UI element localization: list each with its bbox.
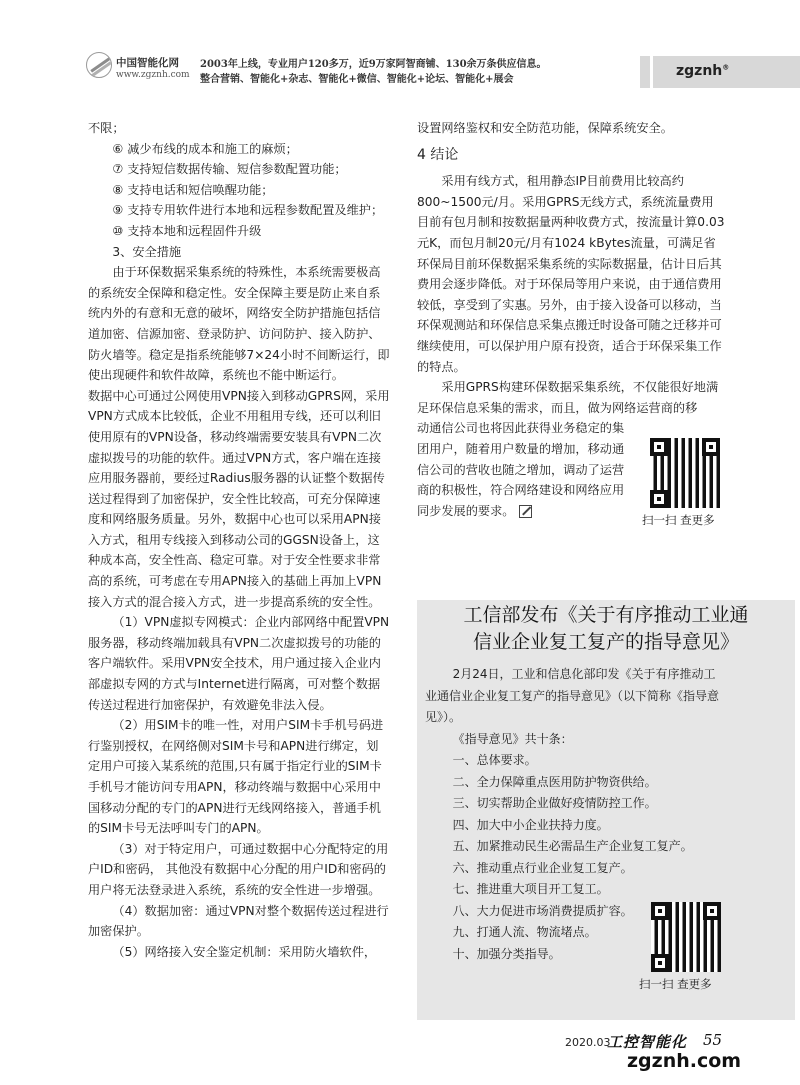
paragraph: （5）网络接入安全鉴定机制：采用防火墙软件， bbox=[112, 944, 377, 959]
registered-mark: ® bbox=[722, 63, 730, 72]
qr-finder bbox=[650, 438, 668, 456]
header-tagline-2: 整合营销、智能化+杂志、智能化+微信、智能化+论坛、智能化+展会 bbox=[200, 74, 514, 85]
section-heading: 4 结论 bbox=[417, 146, 459, 163]
left-column bbox=[88, 118, 390, 962]
news-box bbox=[417, 600, 795, 1020]
news-list-item: 五、加紧推动民生必需品生产企业复工复产。 bbox=[452, 839, 693, 853]
news-list-item: 八、大力促进市场消费提质扩容。 bbox=[452, 903, 633, 918]
list-item: ⑧ 支持电话和短信唤醒功能； bbox=[112, 182, 274, 197]
header-tab bbox=[640, 56, 800, 88]
paragraph: 数据中心可通过公网使用VPN接入到移动GPRS网，采用VPN方式成本比较低，企业不用租用专线，还可以利旧使用原有的VPN设备，移动终端需要安装具有VPN二次虚拟拨号的功能的软件。通过VPN方式，客户端在连接应用服务器前，要经过Radius服务器的认证整个数据传送过程得到了加密保护，安全性比较高，可充分保障速度和网络服务质量。另外，数据中心也可以采用APN接入方式，租用专线接入到移动公司的GGSN设备上，这种成本高，安全性高、稳定可靠。对于安全性要求非常高的系统，可考虑在专用APN接入的基础上再加上VPN接入方式的混合接入方式，进一步提高系统的安全性。 bbox=[88, 388, 390, 609]
list-item: ⑨ 支持专用软件进行本地和远程参数配置及维护； bbox=[112, 203, 384, 218]
qr-code-icon bbox=[650, 438, 720, 508]
qr-finder bbox=[702, 438, 720, 456]
header-tab-label: zgznh® bbox=[676, 63, 730, 79]
page-number: 55 bbox=[703, 1031, 723, 1049]
qr-finder bbox=[651, 902, 669, 920]
paragraph: 采用GPRS构建环保数据采集系统，不仅能很好地满足环保信息采集的需求，而且，做为网络运营商的移 bbox=[417, 380, 719, 415]
news-list-item: 二、全力保障重点医用防护物资供给。 bbox=[452, 774, 657, 789]
list-item: ⑦ 支持短信数据传输、短信参数配置功能； bbox=[112, 162, 347, 177]
paragraph-carry: 设置网络鉴权和安全防范功能，保障系统安全。 bbox=[417, 121, 673, 135]
news-list-item: 六、推动重点行业企业复工复产。 bbox=[452, 860, 633, 875]
paragraph: （4）数据加密：通过VPN对整个数据传送过程进行加密保护。 bbox=[88, 903, 389, 939]
paragraph-narrow-text: 动通信公司也将因此获得业务稳定的集团用户，随着用户数量的增加，移动通信公司的营收也随之增加，调动了运营商的积极性，符合网络建设和网络应用同步发展的要求。 bbox=[417, 421, 625, 518]
news-title-line: 工信部发布《关于有序推动工业通 bbox=[463, 604, 749, 626]
qr-finder bbox=[703, 902, 721, 920]
site-logo-icon bbox=[86, 52, 112, 78]
news-list-item: 七、推进重大项目开工复工。 bbox=[452, 882, 609, 896]
news-list-item: 三、切实帮助企业做好疫情防控工作。 bbox=[452, 796, 657, 810]
qr-finder bbox=[651, 954, 669, 972]
list-item: ⑥ 减少布线的成本和施工的麻烦； bbox=[112, 141, 298, 156]
watermark: zgznh.com bbox=[627, 1050, 742, 1072]
header-tagline-1: 2003年上线，专业用户120多万，近9万家阿智商铺、130余万条供应信息。 bbox=[200, 59, 547, 70]
qr-finder bbox=[650, 490, 668, 508]
news-title bbox=[417, 602, 795, 656]
news-list-item: 十、加强分类指导。 bbox=[452, 946, 561, 961]
site-name: 中国智能化网 bbox=[116, 57, 179, 69]
sub-heading: 3、安全措施 bbox=[112, 244, 182, 259]
paragraph: （2）用SIM卡的唯一性，对用户SIM卡手机号码进行鉴别授权，在网络侧对SIM卡号和APN进行绑定，划定用户可接入某系统的范围,只有属于指定行业的SIM卡手机号才能访问专用APN，移动终端与数据中心采用中国移动分配的专门的APN进行无线网络接入，普通手机的SIM卡号无法呼叫专门的APN。 bbox=[88, 718, 384, 836]
news-lead: 《指导意见》共十条： bbox=[452, 731, 573, 746]
paragraph: 由于环保数据采集系统的特殊性，本系统需要极高的系统安全保障和稳定性。安全保障主要是防止来自系统内外的有意和无意的破坏，网络安全防护措施包括信道加密、信源加密、登录防护、访问防护、接入防护、防火墙等。稳定是指系统能够7×24小时不间断运行，即使出现硬件和软件故障，系统也不能中断运行。 bbox=[88, 265, 390, 383]
end-mark-icon bbox=[519, 505, 532, 518]
qr-caption: 扫一扫 查更多 bbox=[642, 513, 715, 527]
news-list-item: 四、加大中小企业扶持力度。 bbox=[452, 817, 609, 832]
news-list-item: 一、总体要求。 bbox=[452, 753, 537, 767]
news-title-line: 信业企业复工复产的指导意见》 bbox=[472, 631, 739, 653]
paragraph: （1）VPN虚拟专网模式：企业内部网络中配置VPN服务器，移动终端加载具有VPN二次虚拟拨号的功能的客户端软件。采用VPN安全技术，用户通过接入企业内部虚拟专网的方式与Internet进行隔离，可对整个数据传送过程进行加密保护，有效避免非法入侵。 bbox=[88, 615, 390, 712]
page-header bbox=[0, 0, 800, 92]
qr-caption: 扫一扫 查更多 bbox=[639, 977, 712, 991]
news-list-item: 九、打通人流、物流堵点。 bbox=[452, 925, 597, 939]
paragraph: （3）对于特定用户，可通过数据中心分配特定的用户ID和密码， 其他没有数据中心分配的用户ID和密码的用户将无法登录进入系统，系统的安全性进一步增强。 bbox=[88, 841, 389, 897]
list-item: ⑩ 支持本地和远程固件升级 bbox=[112, 223, 262, 238]
news-intro: 2月24日，工业和信息化部印发《关于有序推动工业通信业企业复工复产的指导意见》（以下简称《指导意见》）。 bbox=[425, 667, 720, 724]
site-url: www.zgznh.com bbox=[116, 70, 190, 80]
paragraph-narrow bbox=[417, 418, 632, 521]
issue-date: 2020.03 bbox=[565, 1036, 611, 1049]
paragraph-carry: 不限； bbox=[88, 121, 125, 135]
qr-code-icon bbox=[651, 902, 721, 972]
paragraph: 采用有线方式，租用静态IP目前费用比较高约800~1500元/月。采用GPRS无线方式，系统流量费用目前有包月制和按数据量两种收费方式，按流量计算0.03元K，而包月制20元/月有1024 kBytes流量，可满足省环保局目前环保数据采集系统的实际数据量，估计日后其费用会逐步降低。对于环保局等用户来说，由于通信费用较低，享受到了实惠。另外，由于接入设备可以移动，当环保观测站和环保信息采集点搬迁时设备可随之迁移并可继续使用，可以保护用户原有投资，适合于环保采集工作的特点。 bbox=[417, 174, 725, 374]
magazine-name: 工控智能化 bbox=[607, 1033, 688, 1051]
